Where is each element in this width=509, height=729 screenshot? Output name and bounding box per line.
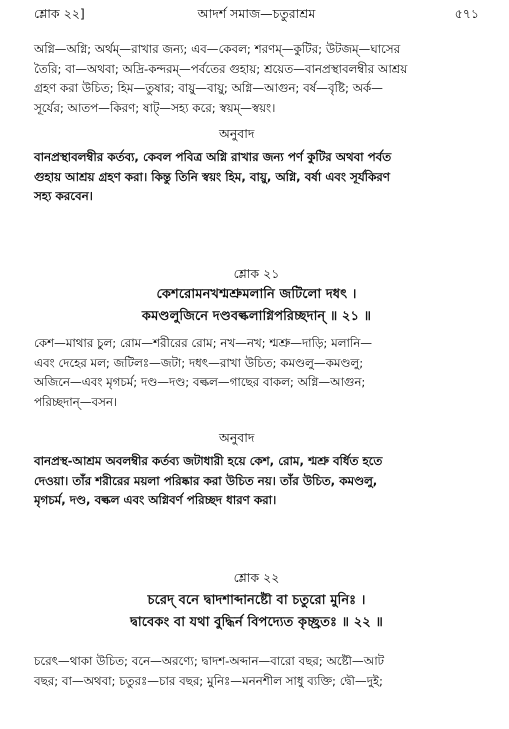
translation-line: বানপ্রস্থ-আশ্রম অবলম্বীর কর্তব্য জটাধারী হয়ে কেশ, রোম, শ্মশ্রু বর্ধিত হতে — [34, 454, 383, 468]
synonym-line: তৈরি; বা—অথবা; অদ্রি-কন্দরম্—পর্বতের গুহায়; শ্রয়েত—বানপ্রস্থাবলম্বীর আশ্রয় — [34, 61, 408, 76]
translation-line: দেওয়া। তাঁর শরীরের ময়লা পরিষ্কার করা উচিত নয়। তাঁর উচিত, কমণ্ডলু, — [34, 473, 378, 488]
synonyms-verse-22 — [34, 652, 479, 691]
synonym-line: কেশ—মাথার চুল; রোম—শরীরের রোম; নখ—নখ; শ্মশ্রু—দাড়ি; মলানি— — [34, 336, 373, 350]
verse-22-text — [34, 590, 479, 634]
synonyms-verse-21 — [34, 334, 479, 412]
translation-heading: অনুবাদ — [219, 430, 255, 445]
page-number: ৫৭১ — [454, 6, 479, 21]
verse-21-number: শ্লোক ২১ — [233, 266, 280, 281]
synonym-line: বছর; বা—অথবা; চতুরঃ—চার বছর; মুনিঃ—মননশীল সাধু ব্যক্তি; দ্বৌ—দুই; — [34, 673, 384, 688]
translation-heading: অনুবাদ — [219, 126, 255, 141]
verse-line: চরেদ্ বনে দ্বাদশাব্দানষ্টৌ বা চতুরো মুনিঃ । — [147, 593, 366, 608]
header-chapter-title: আদর্শ সমাজ—চতুরাশ্রম — [197, 6, 316, 21]
translation-verse-21 — [34, 452, 479, 511]
synonym-line: চরেৎ—থাকা উচিত; বনে—অরণ্যে; দ্বাদশ-অব্দান—বারো বছর; অষ্টৌ—আট — [34, 654, 384, 668]
verse-line: কেশরোমনখশ্মশ্রুমলানি জটিলো দধৎ । — [156, 287, 357, 302]
verse-line: কমণ্ডলুজিনে দণ্ডবল্কলাগ্নিপরিচ্ছদান্ ॥ ২১ ॥ — [141, 309, 372, 324]
verse-line: দ্বাবেকং বা যথা বুদ্ধির্ন বিপদ্যেত কৃচ্ছ্রতঃ ॥ ২২ ॥ — [130, 615, 383, 630]
synonym-line: অগ্নি—অগ্নি; অর্থম্—রাখার জন্য; এব—কেবল; শরণম্—কুটির; উটজম্—ঘাসের — [34, 42, 401, 56]
synonym-line: পরিচ্ছদান্—বসন। — [34, 394, 118, 409]
translation-line: বানপ্রস্থাবলম্বীর কর্তব্য, কেবল পবিত্র অগ্নি রাখার জন্য পর্ণ কুটির অথবা পর্বত — [34, 150, 392, 164]
verse-21-text — [34, 284, 479, 328]
page-header — [34, 6, 479, 26]
verse-22-number: শ্লোক ২২ — [233, 570, 280, 585]
translation-line: গুহায় আশ্রয় গ্রহণ করা। কিন্তু তিনি স্বয়ং হিম, বায়ু, অগ্নি, বর্ষা এবং সূর্যকিরণ — [34, 169, 390, 184]
translation-line: মৃগচর্ম, দণ্ড, বল্কল এবং অগ্নিবর্ণ পরিচ্ছদ ধারণ করা। — [34, 493, 277, 508]
synonym-line: সূর্যের; আতপ—কিরণ; ষাট্—সহ্য করে; স্বয়ম্—স্বয়ং। — [34, 100, 276, 115]
synonym-line: গ্রহণ করা উচিত; হিম—তুষার; বায়ু—বায়ু; অগ্নি—আগুন; বর্ষ—বৃষ্টি; অর্ক— — [34, 81, 383, 96]
header-verse-ref: শ্লোক ২২] — [34, 6, 85, 21]
translation-line: সহ্য করবেন। — [34, 189, 93, 204]
synonym-line: এবং দেহের মল; জটিলঃ—জটা; দধৎ—রাখা উচিত; কমণ্ডলু—কমণ্ডলু; — [34, 355, 364, 370]
synonyms-verse-20 — [34, 40, 479, 118]
synonym-line: অজিনে—এবং মৃগচর্ম; দণ্ড—দণ্ড; বল্কল—গাছের বাকল; অগ্নি—আগুন; — [34, 375, 366, 390]
translation-verse-20 — [34, 148, 479, 207]
